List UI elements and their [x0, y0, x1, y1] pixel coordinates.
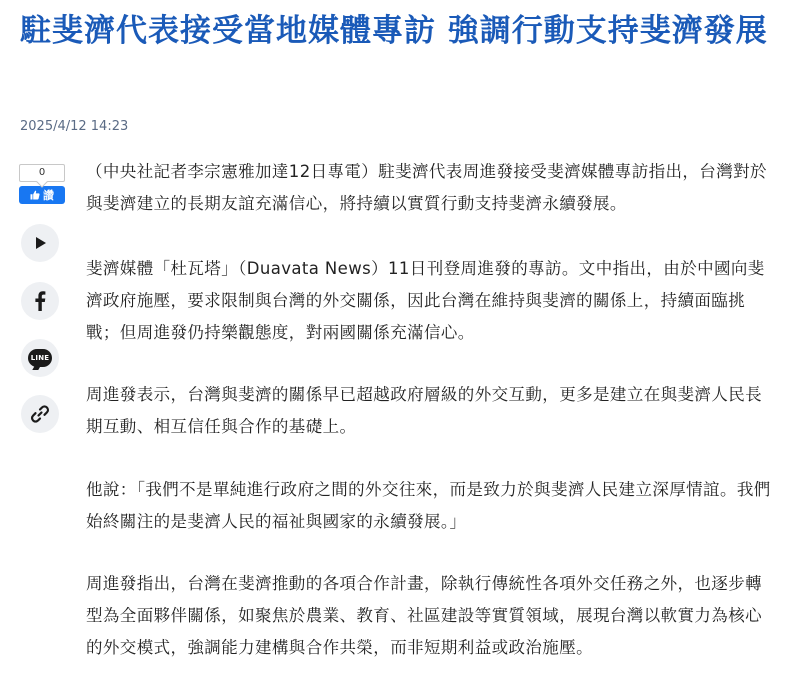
publish-date: 2025/4/12 14:23	[20, 119, 129, 134]
line-share-button[interactable]	[21, 339, 59, 377]
article-paragraph: 周進發表示，台灣與斐濟的關係早已超越政府層級的外交互動，更多是建立在與斐濟人民長期互動、相互信任與合作的基礎上。	[86, 385, 762, 436]
facebook-icon	[34, 291, 46, 311]
like-label: 讚	[43, 189, 54, 202]
article-headline: 駐斐濟代表接受當地媒體專訪 強調行動支持斐濟發展	[20, 13, 768, 49]
thumbs-up-icon	[30, 190, 40, 200]
like-count: 0	[19, 164, 65, 182]
copy-link-button[interactable]	[21, 395, 59, 433]
facebook-like-widget	[19, 164, 65, 204]
article-paragraph: 他說：「我們不是單純進行政府之間的外交往來，而是致力於與斐濟人民建立深厚情誼。我們始終關注的是斐濟人民的福祉與國家的永續發展。」	[86, 480, 771, 531]
article-paragraph: （中央社記者李宗憲雅加達12日專電）駐斐濟代表周進發接受斐濟媒體專訪指出，台灣對於與斐濟建立的長期友誼充滿信心，將持續以實質行動支持斐濟永續發展。	[86, 162, 767, 213]
article-paragraph: 斐濟媒體「杜瓦塔」（Duavata News）11日刊登周進發的專訪。文中指出，由於中國向斐濟政府施壓，要求限制與台灣的外交關係，因此台灣在維持與斐濟的關係上，持續面臨挑戰；但周進發仍持樂觀態度，對兩國關係充滿信心。	[86, 259, 765, 342]
play-audio-button[interactable]	[21, 224, 59, 262]
link-icon	[30, 404, 50, 424]
line-icon: LINE	[28, 349, 52, 367]
article-paragraph: 周進發指出，台灣在斐濟推動的各項合作計畫，除執行傳統性各項外交任務之外，也逐步轉型為全面夥伴關係，如聚焦於農業、教育、社區建設等實質領域，展現台灣以軟實力為核心的外交模式，強調能力建構與合作共榮，而非短期利益或政治施壓。	[86, 574, 762, 657]
facebook-share-button[interactable]	[21, 282, 59, 320]
play-icon	[32, 235, 48, 251]
like-button[interactable]	[19, 186, 65, 204]
